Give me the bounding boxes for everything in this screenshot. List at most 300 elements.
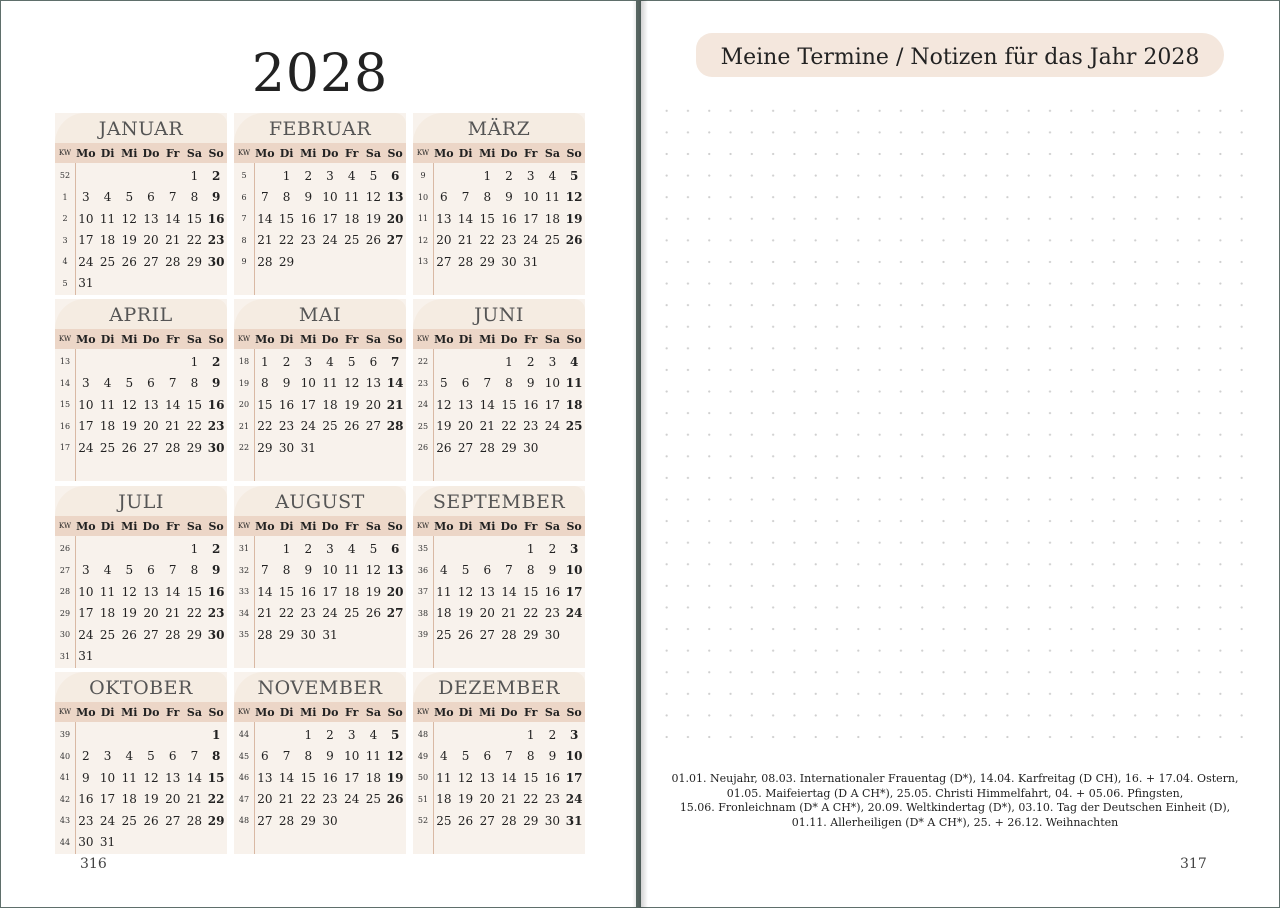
day-cell: 2 xyxy=(505,168,513,183)
month-name: DEZEMBER xyxy=(413,672,585,702)
weekday-label: Sa xyxy=(186,705,202,719)
weekday-label: So xyxy=(387,519,403,533)
day-cell: 25 xyxy=(99,627,116,642)
week-row xyxy=(55,273,227,295)
day-cell: 11 xyxy=(436,770,452,785)
weekday-label: Mi xyxy=(121,519,138,533)
week-row xyxy=(234,230,406,252)
week-number-header: KW xyxy=(237,335,251,343)
day-cell: 13 xyxy=(257,770,273,785)
day-cell: 26 xyxy=(436,440,452,455)
month-block xyxy=(413,299,585,481)
day-cell: 12 xyxy=(365,190,382,205)
day-cell: 30 xyxy=(207,254,225,269)
day-cell: 20 xyxy=(165,792,181,807)
week-number: 12 xyxy=(417,235,429,245)
weekday-label: Mi xyxy=(300,705,317,719)
day-cell: 24 xyxy=(78,627,94,642)
week-row xyxy=(234,581,406,603)
weekday-label: Mo xyxy=(255,146,275,160)
day-cell: 31 xyxy=(78,649,94,664)
day-cell: 22 xyxy=(523,792,539,807)
day-cell: 25 xyxy=(344,233,360,248)
day-cell: 18 xyxy=(365,770,382,785)
day-cell: 2 xyxy=(211,168,221,183)
day-cell: 30 xyxy=(501,254,517,269)
day-cell: 6 xyxy=(168,749,177,764)
day-cell: 29 xyxy=(278,627,295,642)
day-cell: 3 xyxy=(82,563,90,578)
day-cell: 5 xyxy=(569,168,579,183)
day-cell: 15 xyxy=(523,770,539,785)
day-cell: 2 xyxy=(548,727,557,742)
day-cell: 26 xyxy=(365,233,382,248)
week-number: 9 xyxy=(241,257,247,267)
day-cell: 31 xyxy=(99,835,116,850)
week-number: 25 xyxy=(417,421,429,431)
month-block xyxy=(234,486,406,668)
day-cell: 10 xyxy=(322,190,338,205)
week-row xyxy=(55,251,227,273)
week-row xyxy=(55,624,227,646)
week-row xyxy=(55,373,227,395)
day-cell: 5 xyxy=(461,563,470,578)
week-number: 23 xyxy=(417,378,429,388)
day-cell: 20 xyxy=(436,233,452,248)
day-cell: 3 xyxy=(347,727,356,742)
weekday-label: So xyxy=(208,519,224,533)
week-row xyxy=(413,560,585,582)
day-cell: 15 xyxy=(186,397,203,412)
day-cell: 28 xyxy=(257,627,273,642)
day-cell: 22 xyxy=(207,792,225,807)
day-cell: 4 xyxy=(347,168,356,183)
day-cell: 21 xyxy=(386,397,404,412)
day-cell: 8 xyxy=(304,749,313,764)
weekday-label: Fr xyxy=(165,332,180,346)
day-cell: 16 xyxy=(300,211,316,226)
day-cell: 20 xyxy=(143,606,159,621)
week-number-header: KW xyxy=(58,522,72,530)
day-cell: 2 xyxy=(282,354,291,369)
weekday-label: Do xyxy=(142,146,160,160)
day-cell: 7 xyxy=(168,190,177,205)
weekday-label: So xyxy=(566,146,582,160)
day-cell: 21 xyxy=(165,606,181,621)
day-cell: 16 xyxy=(207,397,225,412)
weekday-label: Do xyxy=(500,332,518,346)
month-name: JANUAR xyxy=(55,113,227,143)
week-row xyxy=(234,437,406,459)
day-cell: 24 xyxy=(565,606,583,621)
day-cell: 25 xyxy=(121,813,137,828)
day-cell: 18 xyxy=(322,397,338,412)
day-cell: 6 xyxy=(390,541,400,556)
day-cell: 25 xyxy=(99,254,116,269)
weekday-label: Di xyxy=(279,519,294,533)
day-cell: 16 xyxy=(207,211,225,226)
week-number: 44 xyxy=(59,837,71,847)
day-cell: 6 xyxy=(390,168,400,183)
day-cell: 15 xyxy=(300,770,316,785)
weekday-label: Sa xyxy=(544,519,560,533)
week-row xyxy=(55,187,227,209)
day-cell: 3 xyxy=(82,190,90,205)
day-cell: 30 xyxy=(278,440,295,455)
weekday-label: Do xyxy=(500,705,518,719)
week-number: 35 xyxy=(417,544,429,554)
day-cell: 12 xyxy=(121,211,137,226)
day-cell: 5 xyxy=(125,190,134,205)
week-row xyxy=(55,646,227,668)
week-row xyxy=(234,724,406,746)
week-number: 31 xyxy=(238,544,250,554)
week-row xyxy=(413,581,585,603)
day-cell: 11 xyxy=(99,584,116,599)
day-cell: 11 xyxy=(544,190,561,205)
week-number: 50 xyxy=(417,773,429,783)
week-row xyxy=(413,538,585,560)
week-number: 32 xyxy=(238,565,250,575)
day-rows xyxy=(234,165,406,273)
day-cell: 21 xyxy=(501,792,517,807)
day-cell: 12 xyxy=(344,376,360,391)
day-cell: 6 xyxy=(461,376,470,391)
week-number: 36 xyxy=(417,565,429,575)
day-cell: 24 xyxy=(523,233,539,248)
day-cell: 18 xyxy=(99,233,116,248)
day-cell: 21 xyxy=(165,233,181,248)
day-cell: 23 xyxy=(78,813,94,828)
week-number-header: KW xyxy=(58,708,72,716)
week-number: 33 xyxy=(238,587,250,597)
day-cell: 19 xyxy=(436,419,452,434)
day-cell: 13 xyxy=(365,376,382,391)
week-row xyxy=(55,230,227,252)
day-cell: 5 xyxy=(125,376,134,391)
weekday-header xyxy=(413,329,585,349)
weekday-label: Di xyxy=(100,332,115,346)
week-number: 7 xyxy=(241,214,247,224)
day-cell: 28 xyxy=(257,254,273,269)
week-row xyxy=(413,351,585,373)
day-cell: 31 xyxy=(565,813,583,828)
day-cell: 16 xyxy=(278,397,295,412)
day-cell: 29 xyxy=(186,440,203,455)
day-cell: 7 xyxy=(505,563,513,578)
day-cell: 23 xyxy=(501,233,517,248)
day-cell: 11 xyxy=(322,376,338,391)
day-cell: 26 xyxy=(344,419,360,434)
day-cell: 17 xyxy=(78,419,94,434)
day-rows xyxy=(413,351,585,459)
day-cell: 16 xyxy=(78,792,94,807)
day-cell: 17 xyxy=(344,770,360,785)
week-number-header: KW xyxy=(58,335,72,343)
day-cell: 11 xyxy=(365,749,382,764)
week-number: 10 xyxy=(417,192,429,202)
week-number: 15 xyxy=(59,400,71,410)
day-cell: 7 xyxy=(461,190,470,205)
day-cell: 14 xyxy=(501,584,517,599)
week-number-header: KW xyxy=(416,149,430,157)
weekday-label: So xyxy=(387,705,403,719)
day-cell: 11 xyxy=(344,563,360,578)
dot-grid xyxy=(656,100,1256,755)
weekday-label: Sa xyxy=(365,146,381,160)
day-cell: 9 xyxy=(82,770,90,785)
day-cell: 9 xyxy=(548,563,557,578)
day-cell: 22 xyxy=(257,419,273,434)
holidays-line: 15.06. Fronleichnam (D* A CH*), 20.09. Weltkindertag (D*), 03.10. Tag der Deutschen Einheit (D), xyxy=(679,801,1231,814)
weekday-label: Mo xyxy=(255,332,275,346)
month-name: OKTOBER xyxy=(55,672,227,702)
day-cell: 19 xyxy=(121,606,137,621)
day-cell: 19 xyxy=(121,419,137,434)
day-cell: 31 xyxy=(523,254,539,269)
week-row xyxy=(55,208,227,230)
day-cell: 31 xyxy=(78,276,94,291)
weekday-label: Di xyxy=(279,146,294,160)
week-number: 48 xyxy=(238,816,250,826)
day-rows xyxy=(413,724,585,832)
weekday-label: Mi xyxy=(479,146,496,160)
weekday-label: Di xyxy=(458,705,473,719)
week-number-header: KW xyxy=(237,149,251,157)
weekday-label: Fr xyxy=(523,519,538,533)
week-row xyxy=(234,208,406,230)
day-cell: 28 xyxy=(278,813,295,828)
week-number: 31 xyxy=(59,651,71,661)
day-rows xyxy=(55,538,227,667)
day-cell: 11 xyxy=(99,211,116,226)
day-cell: 12 xyxy=(365,563,382,578)
week-row xyxy=(55,789,227,811)
day-cell: 20 xyxy=(479,792,495,807)
day-cell: 22 xyxy=(186,606,203,621)
day-cell: 19 xyxy=(457,606,474,621)
day-cell: 14 xyxy=(278,770,295,785)
month-block xyxy=(55,672,227,854)
day-cell: 7 xyxy=(505,749,513,764)
day-cell: 19 xyxy=(386,770,404,785)
week-row xyxy=(234,538,406,560)
week-number-header: KW xyxy=(416,522,430,530)
week-row xyxy=(55,560,227,582)
day-cell: 1 xyxy=(483,168,492,183)
day-cell: 21 xyxy=(186,792,203,807)
day-cell: 7 xyxy=(261,190,269,205)
weekday-header xyxy=(234,516,406,536)
weekday-label: Fr xyxy=(523,146,538,160)
day-cell: 24 xyxy=(565,792,583,807)
day-cell: 14 xyxy=(457,211,474,226)
week-number: 21 xyxy=(238,421,250,431)
weekday-label: Do xyxy=(321,705,339,719)
weekday-label: Do xyxy=(142,332,160,346)
weekday-label: So xyxy=(208,332,224,346)
day-cell: 26 xyxy=(565,233,583,248)
day-cell: 19 xyxy=(344,397,360,412)
day-cell: 3 xyxy=(326,541,334,556)
month-name: MÄRZ xyxy=(413,113,585,143)
day-rows xyxy=(234,538,406,646)
weekday-label: Mo xyxy=(434,705,454,719)
day-cell: 27 xyxy=(479,813,495,828)
day-cell: 6 xyxy=(147,376,155,391)
day-cell: 25 xyxy=(565,419,583,434)
day-cell: 27 xyxy=(257,813,273,828)
week-number: 8 xyxy=(241,235,247,245)
day-cell: 17 xyxy=(523,211,539,226)
month-name: JUNI xyxy=(413,299,585,329)
day-cell: 30 xyxy=(78,835,94,850)
day-cell: 29 xyxy=(186,627,203,642)
day-cell: 20 xyxy=(386,584,404,599)
day-cell: 12 xyxy=(121,397,137,412)
day-cell: 15 xyxy=(207,770,225,785)
weekday-header xyxy=(234,143,406,163)
week-row xyxy=(55,437,227,459)
day-cell: 5 xyxy=(125,563,134,578)
day-cell: 9 xyxy=(505,190,513,205)
day-cell: 17 xyxy=(565,584,583,599)
day-cell: 12 xyxy=(457,770,474,785)
day-cell: 26 xyxy=(457,813,474,828)
day-rows xyxy=(55,351,227,459)
weekday-label: Mi xyxy=(300,519,317,533)
weekday-label: Mi xyxy=(121,332,138,346)
week-row xyxy=(413,416,585,438)
day-cell: 7 xyxy=(168,563,177,578)
weekday-label: Fr xyxy=(344,332,359,346)
weekday-header xyxy=(55,516,227,536)
day-cell: 13 xyxy=(436,211,452,226)
day-cell: 26 xyxy=(365,606,382,621)
day-cell: 18 xyxy=(99,606,116,621)
month-block xyxy=(234,299,406,481)
weekday-header xyxy=(413,143,585,163)
week-number: 45 xyxy=(238,751,250,761)
day-cell: 25 xyxy=(322,419,338,434)
page-number-right: 317 xyxy=(1180,856,1207,872)
weekday-label: Sa xyxy=(544,146,560,160)
day-cell: 18 xyxy=(99,419,116,434)
weekday-label: So xyxy=(387,332,403,346)
weekday-label: So xyxy=(208,705,224,719)
week-row xyxy=(234,624,406,646)
day-cell: 14 xyxy=(257,211,273,226)
day-cell: 27 xyxy=(457,440,474,455)
week-row xyxy=(413,230,585,252)
week-number: 26 xyxy=(59,544,71,554)
day-cell: 1 xyxy=(526,541,535,556)
day-cell: 28 xyxy=(501,627,517,642)
weekday-label: Sa xyxy=(186,332,202,346)
day-cell: 13 xyxy=(457,397,474,412)
day-cell: 23 xyxy=(544,606,561,621)
day-cell: 14 xyxy=(186,770,203,785)
day-rows xyxy=(413,538,585,646)
day-cell: 4 xyxy=(103,190,112,205)
day-cell: 26 xyxy=(121,440,137,455)
day-cell: 11 xyxy=(344,190,360,205)
weekday-label: Mo xyxy=(76,146,96,160)
weekday-label: Di xyxy=(458,519,473,533)
day-cell: 2 xyxy=(211,541,221,556)
day-cell: 21 xyxy=(257,606,273,621)
day-cell: 29 xyxy=(479,254,495,269)
day-cell: 8 xyxy=(526,563,535,578)
day-cell: 18 xyxy=(436,792,452,807)
day-cell: 3 xyxy=(82,376,90,391)
week-row xyxy=(413,624,585,646)
week-row xyxy=(413,789,585,811)
holidays-list xyxy=(660,772,1250,830)
day-cell: 2 xyxy=(548,541,557,556)
week-row xyxy=(413,724,585,746)
day-cell: 9 xyxy=(211,190,221,205)
day-cell: 31 xyxy=(322,627,338,642)
weekday-label: Di xyxy=(100,519,115,533)
day-cell: 2 xyxy=(211,354,221,369)
day-cell: 10 xyxy=(344,749,360,764)
month-name: NOVEMBER xyxy=(234,672,406,702)
week-number: 38 xyxy=(417,608,429,618)
day-cell: 27 xyxy=(143,254,159,269)
day-cell: 1 xyxy=(304,727,313,742)
day-cell: 27 xyxy=(386,233,404,248)
day-cell: 22 xyxy=(523,606,539,621)
day-cell: 4 xyxy=(125,749,134,764)
day-cell: 21 xyxy=(257,233,273,248)
day-cell: 6 xyxy=(261,749,269,764)
weekday-label: Di xyxy=(100,146,115,160)
day-cell: 23 xyxy=(300,606,316,621)
day-cell: 20 xyxy=(386,211,404,226)
day-cell: 2 xyxy=(304,541,313,556)
month-name: JULI xyxy=(55,486,227,516)
day-cell: 2 xyxy=(304,168,313,183)
day-cell: 29 xyxy=(207,813,225,828)
day-rows xyxy=(234,724,406,832)
day-cell: 15 xyxy=(501,397,517,412)
day-cell: 27 xyxy=(365,419,382,434)
day-cell: 27 xyxy=(165,813,181,828)
weekday-label: Sa xyxy=(544,332,560,346)
day-cell: 6 xyxy=(369,354,378,369)
week-number: 42 xyxy=(59,794,71,804)
day-cell: 13 xyxy=(386,190,404,205)
day-cell: 4 xyxy=(440,563,448,578)
day-cell: 26 xyxy=(386,792,404,807)
day-cell: 27 xyxy=(479,627,495,642)
week-row xyxy=(234,810,406,832)
day-cell: 12 xyxy=(436,397,452,412)
holidays-line: 01.05. Maifeiertag (D A CH*), 25.05. Christi Himmelfahrt, 04. + 05.06. Pfingsten, xyxy=(726,786,1184,800)
weekday-label: Mi xyxy=(121,705,138,719)
weekday-label: So xyxy=(566,705,582,719)
week-number: 48 xyxy=(417,730,429,740)
week-number: 22 xyxy=(238,443,250,453)
month-block xyxy=(55,113,227,295)
weekday-label: Mo xyxy=(76,705,96,719)
week-number: 3 xyxy=(62,235,68,245)
day-cell: 4 xyxy=(326,354,334,369)
day-cell: 15 xyxy=(278,211,295,226)
week-number: 17 xyxy=(59,443,71,453)
day-cell: 10 xyxy=(78,211,94,226)
